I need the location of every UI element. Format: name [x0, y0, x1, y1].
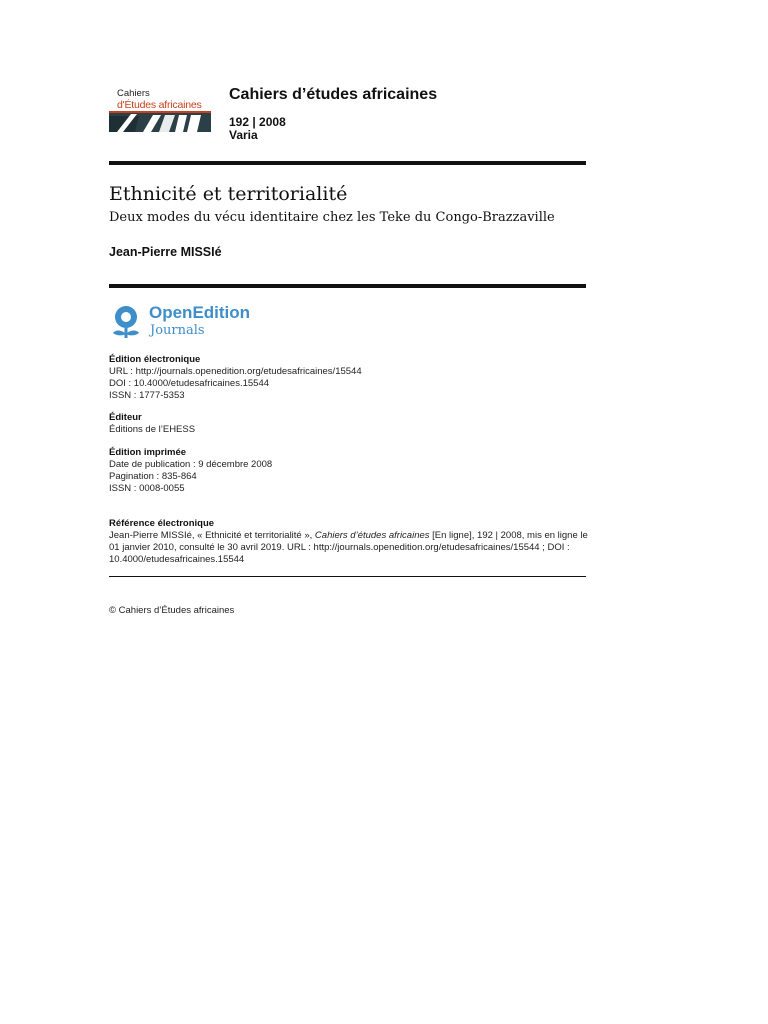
publisher-name: Éditions de l’EHESS [109, 424, 196, 435]
openedition-logo [109, 303, 269, 343]
reference-part2: [En ligne], 192 | 2008, mis en ligne le 01 janvier 2010, consulté le 30 avril 2019. URL : http://journals.openedition.org/etudesafricaines/15544 ; DOI : 10.4000/etudesafricaines.15544 [109, 530, 588, 565]
copyright-notice: © Cahiers d’Études africaines [109, 605, 235, 616]
print-edition-issn: ISSN : 0008-0055 [109, 483, 185, 494]
article-author: Jean-Pierre MISSIé [109, 245, 222, 259]
middle-divider [109, 284, 586, 288]
print-edition-heading: Édition imprimée [109, 447, 187, 458]
reference-heading: Référence électronique [109, 518, 215, 529]
reference-text [109, 530, 589, 566]
openedition-name: OpenEdition [149, 303, 251, 322]
logo-text-cahiers: Cahiers [117, 88, 150, 99]
print-edition-block [109, 447, 272, 495]
top-divider [109, 161, 586, 165]
reference-block [109, 518, 589, 566]
article-title: Ethnicité et territorialité [109, 183, 348, 205]
print-edition-pagination: Pagination : 835-864 [109, 471, 197, 482]
logo-text-etudes-africaines: d'Études africaines [117, 99, 202, 111]
journal-title: Cahiers d’études africaines [229, 86, 438, 103]
electronic-edition-block [109, 354, 362, 402]
electronic-edition-url[interactable]: URL : http://journals.openedition.org/etudesafricaines/15544 [109, 366, 362, 377]
article-subtitle: Deux modes du vécu identitaire chez les Teke du Congo-Brazzaville [109, 210, 555, 225]
section-name: Varia [229, 128, 258, 142]
electronic-edition-issn: ISSN : 1777-5353 [109, 390, 185, 401]
electronic-edition-heading: Édition électronique [109, 354, 201, 365]
journal-logo [109, 85, 211, 132]
reference-journal-title: Cahiers d’études africaines [314, 530, 430, 541]
openedition-flower-icon [109, 303, 143, 341]
openedition-journals: Journals [150, 323, 205, 338]
bottom-divider [109, 576, 586, 577]
issue-number: 192 | 2008 [229, 115, 286, 129]
reference-part1: Jean-Pierre MISSIé, « Ethnicité et territorialité », [109, 530, 315, 541]
publisher-heading: Éditeur [109, 412, 142, 423]
electronic-edition-doi[interactable]: DOI : 10.4000/etudesafricaines.15544 [109, 378, 270, 389]
print-edition-date: Date de publication : 9 décembre 2008 [109, 459, 273, 470]
publisher-block [109, 412, 195, 436]
